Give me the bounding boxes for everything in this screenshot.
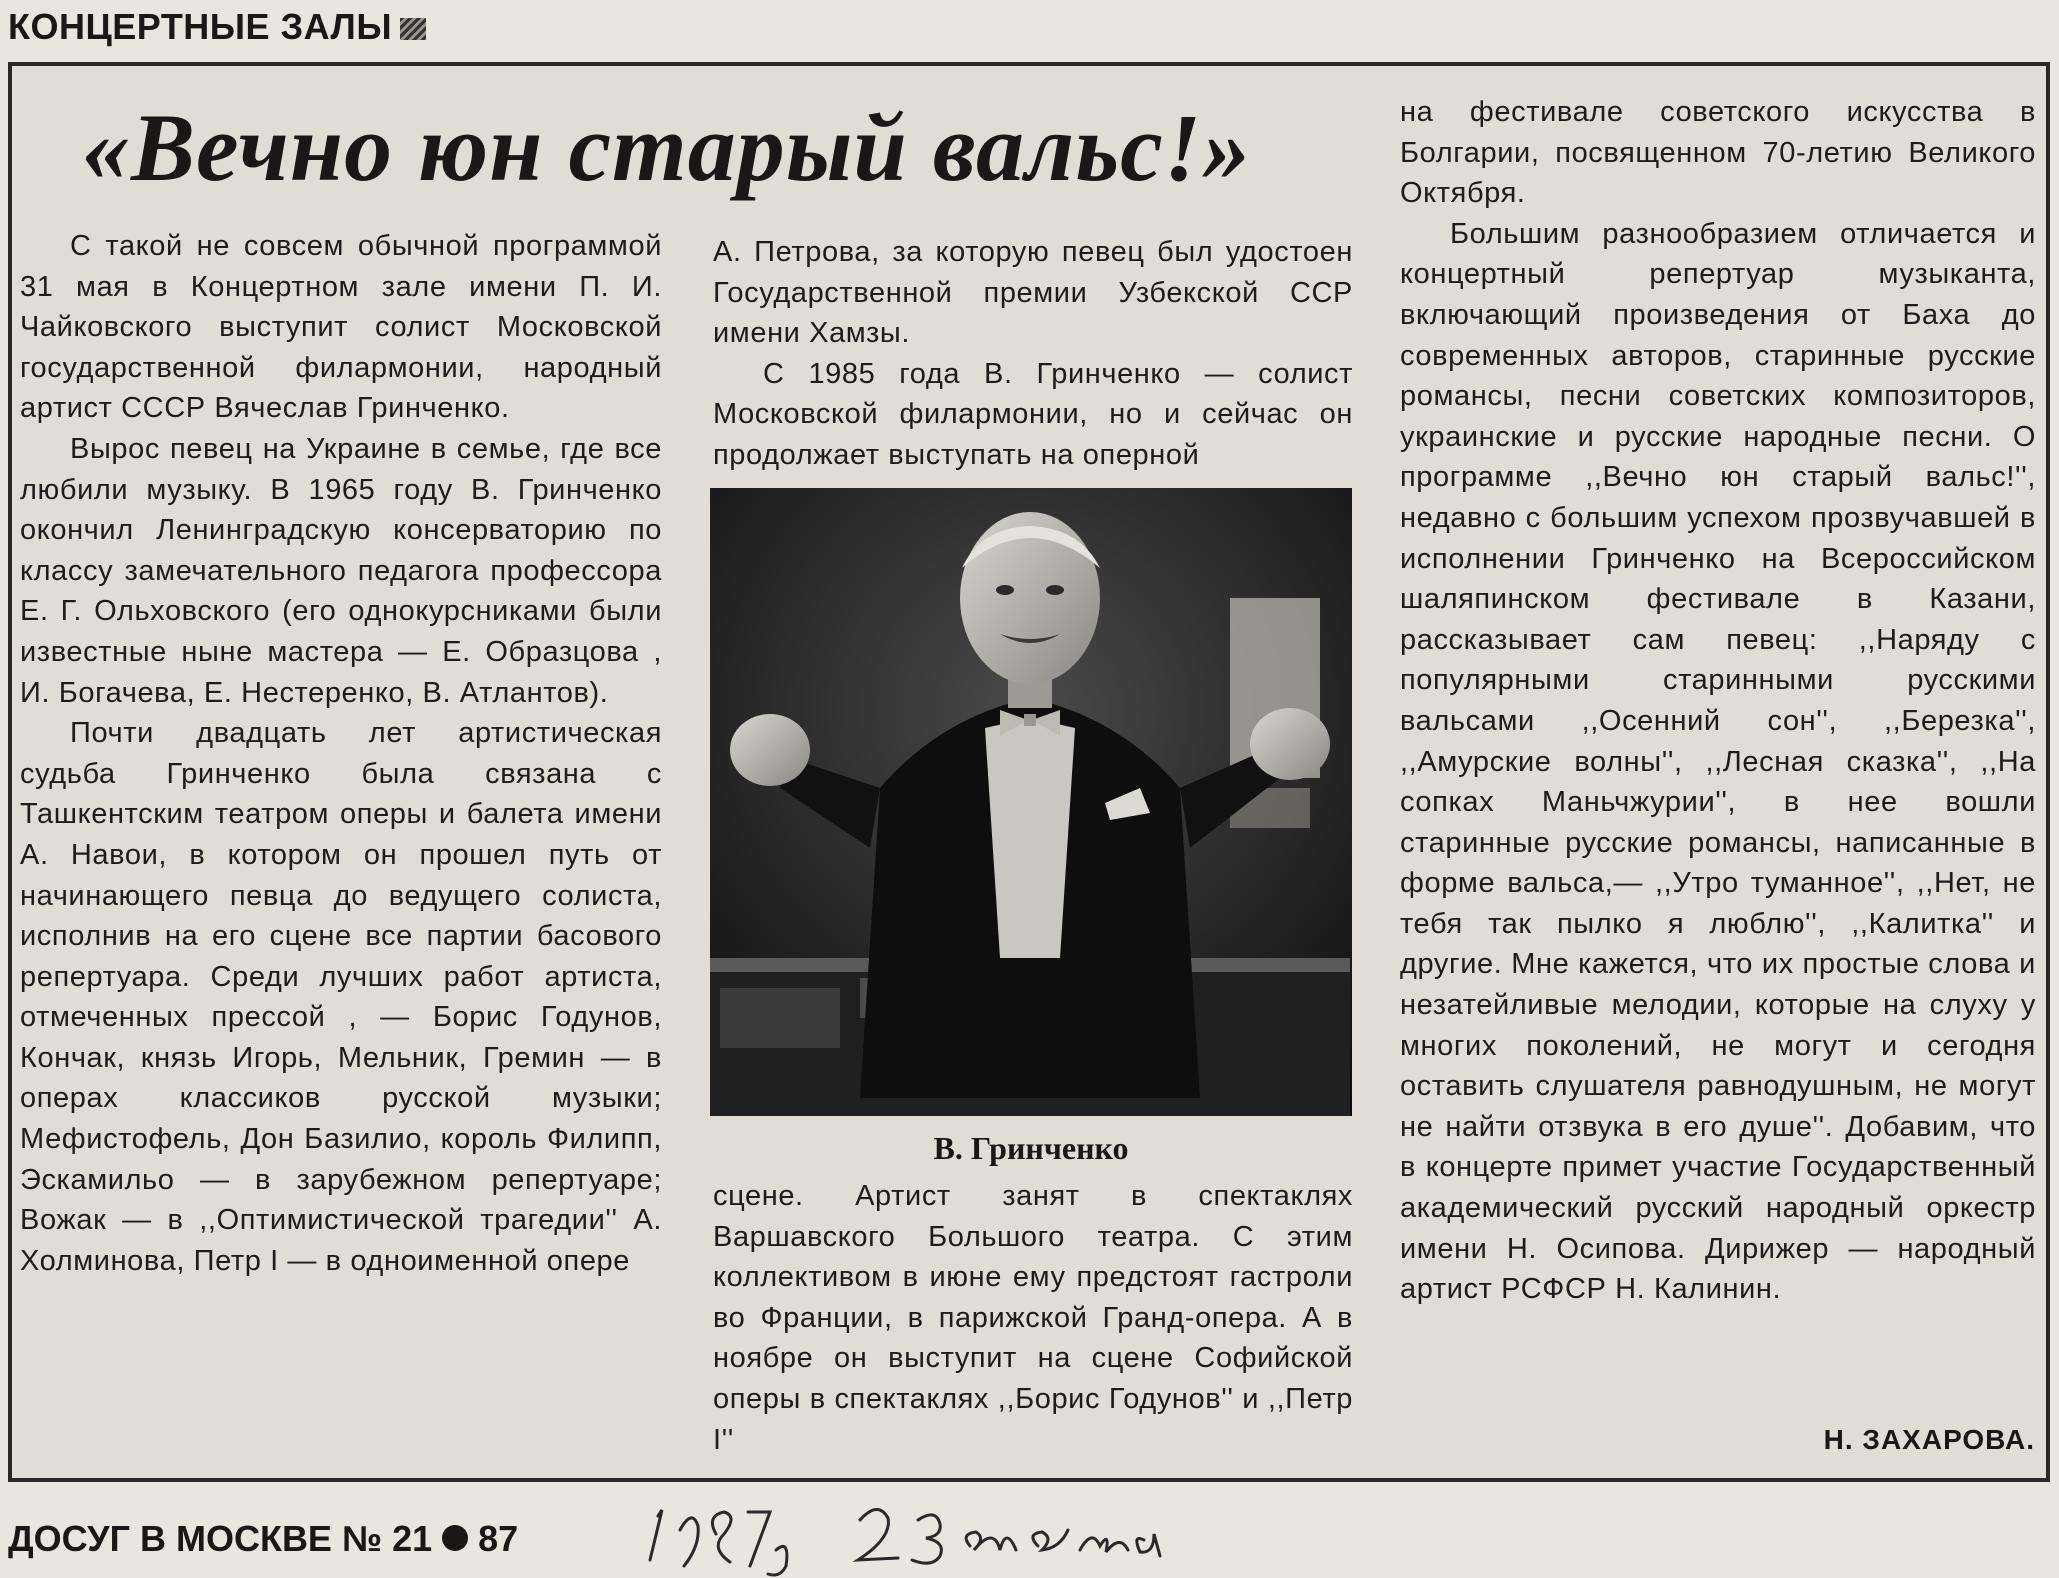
paragraph: А. Петрова, за которую певец был удостоен Государственной премии Узбекской ССР имени Хамзы. (713, 236, 1353, 350)
paragraph: С такой не совсем обычной программой 31 мая в Концертном зале имени П. И. Чайковского выступит солист Московской государственной филармонии, народный артист СССР Вячеслав Гринченко. (20, 230, 662, 425)
article-column-2-top (713, 232, 1353, 476)
article-column-1 (20, 226, 662, 1281)
section-marker-icon (400, 18, 426, 40)
paragraph: С 1985 года В. Гринченко — солист Московской филармонии, но и сейчас он продолжает выступать на оперной (713, 357, 1353, 471)
article-column-3 (1400, 92, 2036, 1310)
paragraph: сцене. Артист занят в спектаклях Варшавского Большого театра. С этим коллективом в июне ему предстоят гастроли во Франции, в парижской Гранд-опера. А в ноябре он выступит на сцене Софийской оперы в спектаклях ,,Борис Годунов'' и ,,Петр I'' (713, 1180, 1353, 1456)
paragraph: Большим разнообразием отличается и концертный репертуар музыканта, включающий произведения от Баха до современных авторов, старинные русские романсы, песни советских композиторов, украинские и русские народные песни. О программе ,,Вечно юн старый вальс!'', недавно с большим успехом прозвучавшей в исполнении Гринченко на Всероссийском шаляпинском фестивале в Казани, рассказывает сам певец: ,,Наряду с популярными старинными русскими вальсами ,,Осенний сон'', ,,Березка'', ,,Амурские волны'', ,,Лесная сказка'', ,,На сопках Маньчжурии'', в нее вошли старинные русские романсы, написанные в форме вальса,— ,,Утро туманное'', ,,Нет, не тебя так пылко я люблю'', ,,Калитка'' и другие. Мне кажется, что их простые слова и незатейливые мелодии, которые на слуху у многих поколений, не могут и сегодня оставить слушателя равнодушным, не могут не найти отзвука в его душе''. Добавим, что в концерте примет участие Государственный академический русский народный оркестр имени Н. Осипова. Дирижер — народный артист РСФСР Н. Калинин. (1400, 217, 2036, 1306)
paragraph: на фестивале советского искусства в Болгарии, посвященном 70-летию Великого Октября. (1400, 96, 2036, 210)
singer-illustration (710, 488, 1352, 1116)
article-column-2-bottom (713, 1176, 1353, 1460)
paragraph: Вырос певец на Украине в семье, где все любили музыку. В 1965 году В. Гринченко окончил Ленинградскую консерваторию по классу замечательного педагога профессора Е. Г. Ольховского (его однокурсниками были известные ныне мастера — Е. Образцова , И. Богачева, Е. Нестеренко, В. Атлантов). (20, 432, 662, 709)
publication-year: 87 (478, 1518, 519, 1559)
handwritten-date-note (640, 1490, 1280, 1578)
singer-photo (710, 488, 1352, 1116)
author-signature: Н. ЗАХАРОВА. (1823, 1424, 2035, 1455)
publication-footer (8, 1518, 518, 1560)
paragraph: Почти двадцать лет артистическая судьба Гринченко была связана с Ташкентским театром оперы и балета имени А. Навои, в котором он прошел путь от начинающего певца до ведущего солиста, исполнив на его сцене все партии басового репертуара. Среди лучших работ артиста, отмеченных прессой , — Борис Годунов, Кончак, князь Игорь, Мельник, Гремин — в операх классиков русской музыки; Мефистофель, Дон Базилио, король Филипп, Эскамильо — в зарубежном репертуаре; Вожак — в ,,Оптимистической трагедии'' А. Холминова, Петр I — в одноименной опере (20, 717, 662, 1277)
publication-name: ДОСУГ В МОСКВЕ № 21 (8, 1518, 433, 1559)
photo-caption: В. Гринченко (933, 1130, 1129, 1166)
section-label (8, 6, 426, 48)
headline: «Вечно юн старый вальс!» (82, 94, 1252, 201)
section-label-text: КОНЦЕРТНЫЕ ЗАЛЫ (8, 6, 393, 47)
bullet-icon (442, 1525, 468, 1551)
